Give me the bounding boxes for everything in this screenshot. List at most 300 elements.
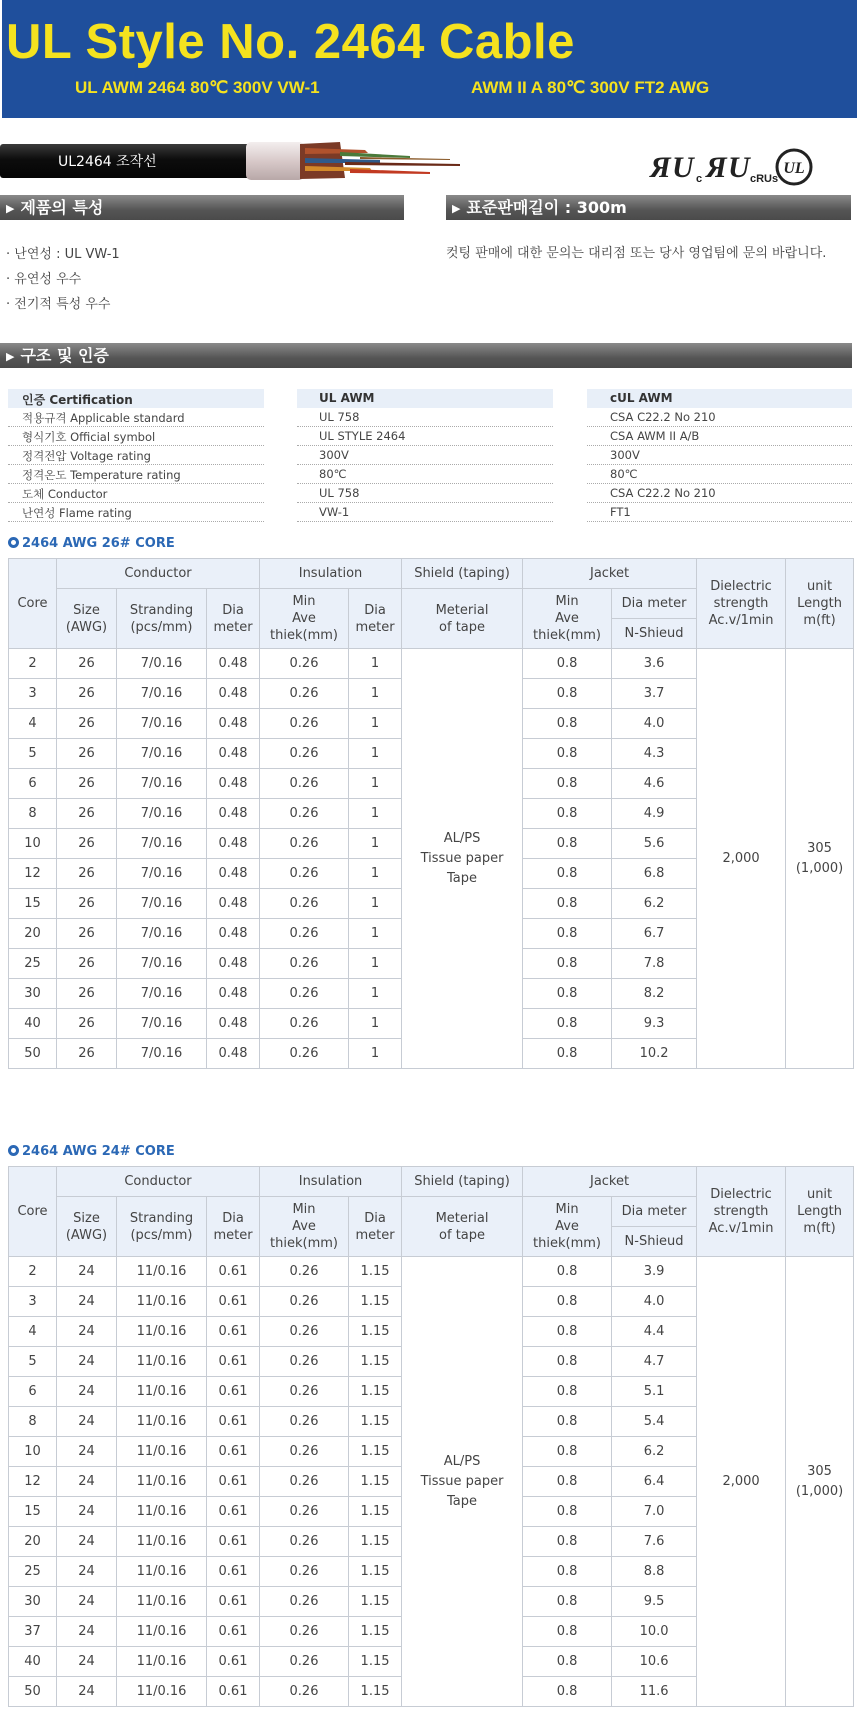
cert-cell: 80℃ (610, 467, 638, 481)
cru-us-mark-icon (706, 150, 779, 185)
table-cell: 11/0.16 (117, 1467, 207, 1497)
table-cell: 26 (57, 979, 117, 1009)
circle-bullet-icon (8, 537, 19, 548)
header-conductor-dia: Dia meter (207, 1197, 260, 1257)
header-jacket-dia: Dia meter (612, 589, 697, 619)
table-cell: 0.26 (260, 649, 349, 679)
header-conductor: Conductor (57, 1167, 260, 1197)
header-shield: Shield (taping) (402, 559, 523, 589)
table-cell: 0.61 (207, 1587, 260, 1617)
table-cell: 0.48 (207, 649, 260, 679)
table-cell: 3 (9, 1287, 57, 1317)
table-cell: 1.15 (349, 1407, 402, 1437)
table-cell: 1.15 (349, 1527, 402, 1557)
table-cell: 0.26 (260, 1287, 349, 1317)
cert-row (8, 503, 852, 522)
table-cell: 0.48 (207, 709, 260, 739)
cert-cell: 적용규격 Applicable standard (22, 411, 185, 425)
table-cell: 11/0.16 (117, 1437, 207, 1467)
table-cell: 24 (57, 1287, 117, 1317)
table-cell: 8.8 (612, 1557, 697, 1587)
table-cell: 0.26 (260, 1437, 349, 1467)
header-n-shield: N-Shieud (612, 1227, 697, 1257)
table-cell: 7/0.16 (117, 859, 207, 889)
svg-text:Я: Я (706, 151, 727, 184)
cert-row (8, 484, 852, 503)
table-cell: 7/0.16 (117, 769, 207, 799)
table-cell: 0.26 (260, 889, 349, 919)
table-row (9, 1257, 854, 1287)
table-cell: 0.8 (523, 1587, 612, 1617)
table-cell: 8 (9, 1407, 57, 1437)
header-conductor-dia: Dia meter (207, 589, 260, 649)
table-cell: 4.0 (612, 1287, 697, 1317)
table-cell: 0.8 (523, 1257, 612, 1287)
cable-caption: UL2464 조작선 (58, 154, 157, 170)
cert-cell: 정격온도 Temperature rating (22, 468, 181, 482)
table-cell: 0.8 (523, 1557, 612, 1587)
table-cell: 0.48 (207, 859, 260, 889)
header-core: Core (9, 559, 57, 649)
header-insulation: Insulation (260, 559, 402, 589)
table-cell: 40 (9, 1009, 57, 1039)
table-cell: 8 (9, 799, 57, 829)
table-cell: 1.15 (349, 1347, 402, 1377)
table-cell: 0.8 (523, 829, 612, 859)
table-cell: 0.26 (260, 1039, 349, 1069)
table-cell: 10 (9, 829, 57, 859)
table-cell: 5.1 (612, 1377, 697, 1407)
table-cell: 1 (349, 859, 402, 889)
feature-list (6, 242, 120, 317)
table-cell: 24 (57, 1677, 117, 1707)
table-cell: 7/0.16 (117, 679, 207, 709)
dielectric-cell: 2,000 (697, 1257, 786, 1707)
section-length-bar (446, 195, 851, 220)
header-insulation-thick: Min Ave thiek(mm) (260, 1197, 349, 1257)
table-24-title-text: 2464 AWG 24# CORE (22, 1144, 175, 1159)
table-cell: 37 (9, 1617, 57, 1647)
header-conductor: Conductor (57, 559, 260, 589)
table-cell: 24 (57, 1437, 117, 1467)
table-cell: 3.9 (612, 1257, 697, 1287)
table-cell: 24 (57, 1497, 117, 1527)
table-cell: 0.8 (523, 1647, 612, 1677)
table-cell: 20 (9, 919, 57, 949)
cert-row (8, 446, 852, 465)
table-cell: 6.7 (612, 919, 697, 949)
header-jacket: Jacket (523, 1167, 697, 1197)
header-stranding: Stranding (pcs/mm) (117, 1197, 207, 1257)
table-cell: 26 (57, 649, 117, 679)
table-cell: 11/0.16 (117, 1497, 207, 1527)
header-unit-length: unit Length m(ft) (786, 559, 854, 649)
table-cell: 0.8 (523, 919, 612, 949)
table-cell: 0.26 (260, 979, 349, 1009)
header-shield: Shield (taping) (402, 1167, 523, 1197)
table-cell: 0.61 (207, 1677, 260, 1707)
table-cell: 3.7 (612, 679, 697, 709)
page-title: UL Style No. 2464 Cable (6, 15, 575, 69)
table-cell: 1.15 (349, 1467, 402, 1497)
table-cell: 4.7 (612, 1347, 697, 1377)
table-cell: 12 (9, 1467, 57, 1497)
svg-text:Я: Я (650, 151, 671, 184)
feature-item: · 난연성 : UL VW-1 (6, 247, 120, 262)
svg-text:U: U (672, 151, 694, 184)
table-cell: 11/0.16 (117, 1407, 207, 1437)
table-cell: 0.48 (207, 919, 260, 949)
table-cell: 7/0.16 (117, 949, 207, 979)
table-cell: 11/0.16 (117, 1287, 207, 1317)
svg-text:UL: UL (783, 160, 805, 177)
table-cell: 0.48 (207, 799, 260, 829)
feature-item: · 유연성 우수 (6, 272, 82, 287)
cert-cell: 난연성 Flame rating (22, 506, 132, 520)
table-cell: 0.26 (260, 1557, 349, 1587)
table-cell: 12 (9, 859, 57, 889)
header-core: Core (9, 1167, 57, 1257)
header-dielectric: Dielectric strength Ac.v/1min (697, 1167, 786, 1257)
table-cell: 5.4 (612, 1407, 697, 1437)
table-cell: 11/0.16 (117, 1587, 207, 1617)
table-cell: 11/0.16 (117, 1347, 207, 1377)
table-cell: 0.8 (523, 1317, 612, 1347)
table-cell: 0.8 (523, 1009, 612, 1039)
table-cell: 3.6 (612, 649, 697, 679)
table-cell: 0.61 (207, 1377, 260, 1407)
table-cell: 0.61 (207, 1437, 260, 1467)
table-cell: 0.61 (207, 1497, 260, 1527)
table-24-title (8, 1144, 175, 1159)
table-cell: 10.0 (612, 1617, 697, 1647)
header-jacket-thick: Min Ave thiek(mm) (523, 589, 612, 649)
table-cell: 24 (57, 1467, 117, 1497)
table-cell: 6.8 (612, 859, 697, 889)
table-cell: 24 (57, 1347, 117, 1377)
table-cell: 0.61 (207, 1617, 260, 1647)
table-cell: 0.48 (207, 1009, 260, 1039)
table-cell: 26 (57, 949, 117, 979)
table-cell: 7/0.16 (117, 1039, 207, 1069)
section-structure-label: 구조 및 인증 (20, 346, 109, 365)
cert-cell: CSA C22.2 No 210 (610, 486, 716, 500)
table-cell: 4.3 (612, 739, 697, 769)
cert-cell: 80℃ (319, 467, 347, 481)
table-cell: 0.48 (207, 679, 260, 709)
table-cell: 1.15 (349, 1437, 402, 1467)
table-cell: 0.8 (523, 1497, 612, 1527)
table-cell: 0.8 (523, 1467, 612, 1497)
table-cell: 2 (9, 649, 57, 679)
table-cell: 0.8 (523, 1437, 612, 1467)
unit-length-cell: 305 (1,000) (786, 1257, 854, 1707)
table-cell: 0.26 (260, 769, 349, 799)
table-cell: 24 (57, 1407, 117, 1437)
cert-cell: UL 758 (319, 486, 360, 500)
table-cell: 0.61 (207, 1557, 260, 1587)
table-cell: 0.61 (207, 1347, 260, 1377)
banner-subtitle-ul: UL AWM 2464 80℃ 300V VW-1 (75, 78, 320, 97)
length-note: 컷팅 판매에 대한 문의는 대리점 또는 당사 영업팀에 문의 바랍니다. (446, 246, 827, 261)
table-cell: 11/0.16 (117, 1617, 207, 1647)
table-cell: 4.9 (612, 799, 697, 829)
cert-cell: VW-1 (319, 505, 350, 519)
header-jacket-thick: Min Ave thiek(mm) (523, 1197, 612, 1257)
table-cell: 7/0.16 (117, 709, 207, 739)
table-cell: 8.2 (612, 979, 697, 1009)
table-cell: 26 (57, 709, 117, 739)
table-cell: 0.8 (523, 859, 612, 889)
cert-cell: 정격전압 Voltage rating (22, 449, 151, 463)
shield-material-cell: AL/PS Tissue paper Tape (402, 1257, 523, 1707)
table-cell: 0.48 (207, 769, 260, 799)
table-row (9, 649, 854, 679)
cert-cell: 300V (319, 448, 349, 462)
table-cell: 26 (57, 769, 117, 799)
table-cell: 0.8 (523, 649, 612, 679)
table-cell: 25 (9, 1557, 57, 1587)
table-26-title-text: 2464 AWG 26# CORE (22, 536, 175, 551)
dielectric-cell: 2,000 (697, 649, 786, 1069)
certification-header (8, 389, 852, 408)
table-cell: 0.61 (207, 1317, 260, 1347)
cert-row (8, 408, 852, 427)
table-cell: 0.61 (207, 1647, 260, 1677)
ul-mark-icon (774, 147, 814, 187)
table-cell: 0.61 (207, 1407, 260, 1437)
table-cell: 0.48 (207, 1039, 260, 1069)
table-cell: 7/0.16 (117, 919, 207, 949)
cert-header-label: 인증 Certification (22, 393, 133, 407)
table-cell: 15 (9, 1497, 57, 1527)
table-cell: 24 (57, 1527, 117, 1557)
table-cell: 24 (57, 1587, 117, 1617)
table-cell: 1 (349, 889, 402, 919)
table-cell: 0.8 (523, 739, 612, 769)
header-size: Size (AWG) (57, 1197, 117, 1257)
table-cell: 30 (9, 1587, 57, 1617)
table-cell: 26 (57, 799, 117, 829)
header-size: Size (AWG) (57, 589, 117, 649)
table-cell: 24 (57, 1377, 117, 1407)
table-cell: 1 (349, 679, 402, 709)
cert-row (8, 465, 852, 484)
table-cell: 26 (57, 919, 117, 949)
table-cell: 0.26 (260, 1257, 349, 1287)
section-structure-bar (0, 343, 852, 368)
table-cell: 0.26 (260, 829, 349, 859)
certification-marks (650, 144, 814, 190)
table-cell: 26 (57, 829, 117, 859)
table-cell: 0.8 (523, 889, 612, 919)
table-cell: 0.61 (207, 1257, 260, 1287)
section-features-bar (0, 195, 404, 220)
table-cell: 0.48 (207, 739, 260, 769)
cert-cell: 300V (610, 448, 640, 462)
table-cell: 11/0.16 (117, 1377, 207, 1407)
svg-text:U: U (728, 151, 750, 184)
cert-cell: UL STYLE 2464 (319, 429, 406, 443)
table-cell: 11/0.16 (117, 1317, 207, 1347)
banner-subtitle-awm: AWM II A 80℃ 300V FT2 AWG (471, 78, 710, 97)
shield-material-cell: AL/PS Tissue paper Tape (402, 649, 523, 1069)
table-cell: 11.6 (612, 1677, 697, 1707)
table-cell: 5.6 (612, 829, 697, 859)
title-banner (2, 0, 857, 118)
header-jacket-dia: Dia meter (612, 1197, 697, 1227)
cert-cell: CSA AWM II A/B (610, 429, 700, 443)
header-insulation: Insulation (260, 1167, 402, 1197)
table-cell: 1 (349, 829, 402, 859)
table-cell: 0.8 (523, 1677, 612, 1707)
table-cell: 6 (9, 1377, 57, 1407)
table-cell: 24 (57, 1257, 117, 1287)
table-cell: 4.4 (612, 1317, 697, 1347)
table-cell: 1 (349, 1009, 402, 1039)
table-cell: 6 (9, 769, 57, 799)
table-cell: 24 (57, 1557, 117, 1587)
table-cell: 24 (57, 1647, 117, 1677)
table-cell: 0.26 (260, 709, 349, 739)
table-cell: 0.26 (260, 799, 349, 829)
table-cell: 1.15 (349, 1287, 402, 1317)
table-cell: 24 (57, 1317, 117, 1347)
cert-cell: UL 758 (319, 410, 360, 424)
table-cell: 3 (9, 679, 57, 709)
spec-table-awg24 (8, 1166, 854, 1707)
table-cell: 26 (57, 889, 117, 919)
table-cell: 0.26 (260, 1647, 349, 1677)
section-length-label: 표준판매길이 : 300m (466, 198, 627, 217)
table-cell: 7/0.16 (117, 829, 207, 859)
ur-mark-icon (650, 150, 706, 184)
table-cell: 1.15 (349, 1647, 402, 1677)
table-cell: 11/0.16 (117, 1557, 207, 1587)
table-cell: 0.48 (207, 829, 260, 859)
feature-item: · 전기적 특성 우수 (6, 297, 111, 312)
table-cell: 11/0.16 (117, 1527, 207, 1557)
svg-text:c: c (696, 173, 703, 185)
table-cell: 1 (349, 949, 402, 979)
table-cell: 0.61 (207, 1527, 260, 1557)
table-cell: 7/0.16 (117, 739, 207, 769)
header-insulation-dia: Dia meter (349, 1197, 402, 1257)
table-cell: 5 (9, 739, 57, 769)
table-cell: 26 (57, 739, 117, 769)
cert-cell: CSA C22.2 No 210 (610, 410, 716, 424)
table-cell: 6.4 (612, 1467, 697, 1497)
table-cell: 0.26 (260, 919, 349, 949)
table-cell: 10.2 (612, 1039, 697, 1069)
table-cell: 0.26 (260, 1407, 349, 1437)
certification-table (8, 389, 852, 522)
table-cell: 0.8 (523, 1039, 612, 1069)
table-cell: 40 (9, 1647, 57, 1677)
table-cell: 7/0.16 (117, 799, 207, 829)
table-cell: 0.26 (260, 1617, 349, 1647)
table-cell: 2 (9, 1257, 57, 1287)
table-cell: 0.8 (523, 1617, 612, 1647)
table-cell: 1.15 (349, 1497, 402, 1527)
table-cell: 0.26 (260, 1347, 349, 1377)
table-cell: 1 (349, 709, 402, 739)
section-features-label: 제품의 특성 (20, 198, 104, 217)
table-cell: 10.6 (612, 1647, 697, 1677)
table-cell: 6.2 (612, 889, 697, 919)
cert-cell: 도체 Conductor (22, 487, 108, 501)
svg-text:cRUs: cRUs (750, 173, 779, 185)
table-cell: 0.8 (523, 1527, 612, 1557)
header-n-shield: N-Shieud (612, 619, 697, 649)
table-cell: 0.26 (260, 1587, 349, 1617)
table-cell: 0.61 (207, 1287, 260, 1317)
table-cell: 0.26 (260, 859, 349, 889)
table-cell: 0.8 (523, 1347, 612, 1377)
unit-length-cell: 305 (1,000) (786, 649, 854, 1069)
table-cell: 26 (57, 679, 117, 709)
header-insulation-thick: Min Ave thiek(mm) (260, 589, 349, 649)
table-cell: 7.8 (612, 949, 697, 979)
table-cell: 4.6 (612, 769, 697, 799)
table-cell: 1.15 (349, 1257, 402, 1287)
table-cell: 0.61 (207, 1467, 260, 1497)
table-cell: 4 (9, 1317, 57, 1347)
table-cell: 0.26 (260, 739, 349, 769)
table-cell: 20 (9, 1527, 57, 1557)
cert-cell: FT1 (610, 505, 631, 519)
table-cell: 7.6 (612, 1527, 697, 1557)
table-cell: 0.8 (523, 949, 612, 979)
header-insulation-dia: Dia meter (349, 589, 402, 649)
table-cell: 11/0.16 (117, 1677, 207, 1707)
table-cell: 1 (349, 919, 402, 949)
cert-header-ul: UL AWM (319, 391, 375, 405)
table-cell: 26 (57, 1039, 117, 1069)
table-cell: 1 (349, 799, 402, 829)
table-cell: 24 (57, 1617, 117, 1647)
header-tape-material: Meterial of tape (402, 1197, 523, 1257)
table-cell: 7/0.16 (117, 889, 207, 919)
table-cell: 26 (57, 859, 117, 889)
table-cell: 5 (9, 1347, 57, 1377)
table-cell: 1.15 (349, 1317, 402, 1347)
table-cell: 0.8 (523, 1407, 612, 1437)
table-cell: 0.8 (523, 1287, 612, 1317)
table-cell: 1 (349, 979, 402, 1009)
cert-row (8, 427, 852, 446)
table-cell: 30 (9, 979, 57, 1009)
table-cell: 7.0 (612, 1497, 697, 1527)
table-cell: 7/0.16 (117, 1009, 207, 1039)
table-cell: 1 (349, 1039, 402, 1069)
table-cell: 26 (57, 1009, 117, 1039)
table-cell: 9.5 (612, 1587, 697, 1617)
table-cell: 4 (9, 709, 57, 739)
arrow-right-icon: ▶ (6, 350, 15, 363)
cert-header-cul: cUL AWM (610, 391, 673, 405)
table-cell: 0.26 (260, 1677, 349, 1707)
table-cell: 10 (9, 1437, 57, 1467)
table-cell: 1.15 (349, 1617, 402, 1647)
table-cell: 1.15 (349, 1587, 402, 1617)
arrow-right-icon: ▶ (452, 202, 461, 215)
header-jacket: Jacket (523, 559, 697, 589)
table-cell: 0.8 (523, 799, 612, 829)
table-cell: 0.26 (260, 1317, 349, 1347)
header-unit-length: unit Length m(ft) (786, 1167, 854, 1257)
table-cell: 11/0.16 (117, 1647, 207, 1677)
